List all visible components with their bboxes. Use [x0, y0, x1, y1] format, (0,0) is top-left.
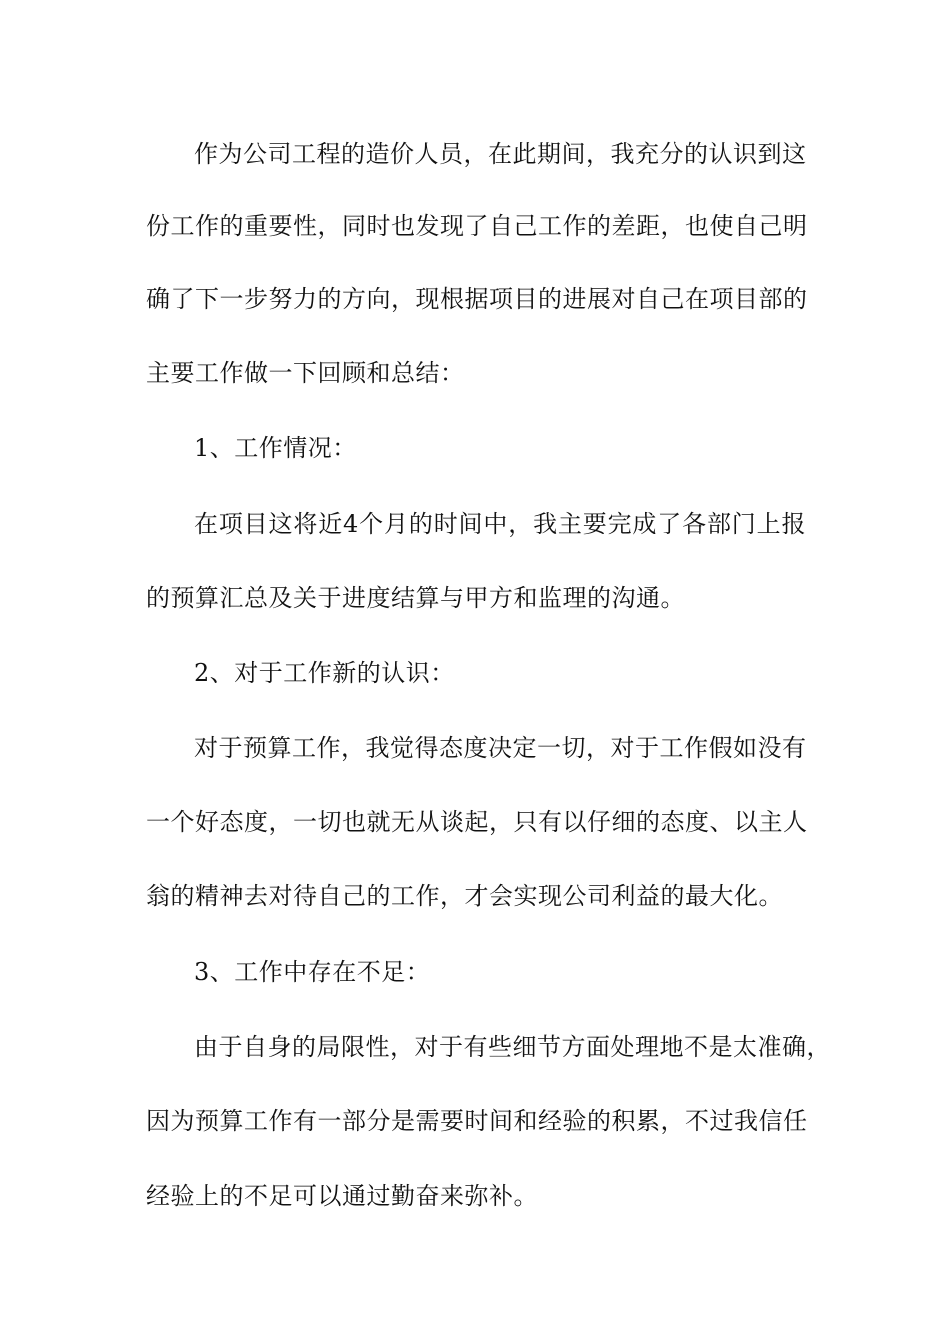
paragraph-4-line-3: 经验上的不足可以通过勤奋来弥补。	[146, 1182, 538, 1210]
paragraph-3-line-3: 翁的精神去对待自己的工作，才会实现公司利益的最大化。	[146, 882, 783, 910]
paragraph-2-line-1: 在项目这将近4个月的时间中，我主要完成了各部门上报	[194, 510, 806, 538]
paragraph-1-line-4: 主要工作做一下回顾和总结：	[146, 359, 465, 387]
paragraph-1-line-3: 确了下一步努力的方向，现根据项目的进展对自己在项目部的	[146, 285, 808, 313]
paragraph-1-line-1: 作为公司工程的造价人员，在此期间，我充分的认识到这	[194, 140, 807, 168]
paragraph-4-line-1: 由于自身的局限性，对于有些细节方面处理地不是太准确，	[194, 1033, 831, 1061]
paragraph-4-line-2: 因为预算工作有一部分是需要时间和经验的积累，不过我信任	[146, 1107, 808, 1135]
section-heading-3: 3、工作中存在不足：	[194, 958, 431, 986]
paragraph-1-line-2: 份工作的重要性，同时也发现了自己工作的差距，也使自己明	[146, 212, 808, 240]
paragraph-3-line-2: 一个好态度，一切也就无从谈起，只有以仔细的态度、以主人	[146, 808, 808, 836]
section-heading-1: 1、工作情况：	[194, 434, 357, 462]
section-heading-2: 2、对于工作新的认识：	[194, 659, 455, 687]
paragraph-2-line-2: 的预算汇总及关于进度结算与甲方和监理的沟通。	[146, 584, 685, 612]
paragraph-3-line-1: 对于预算工作，我觉得态度决定一切，对于工作假如没有	[194, 734, 807, 762]
